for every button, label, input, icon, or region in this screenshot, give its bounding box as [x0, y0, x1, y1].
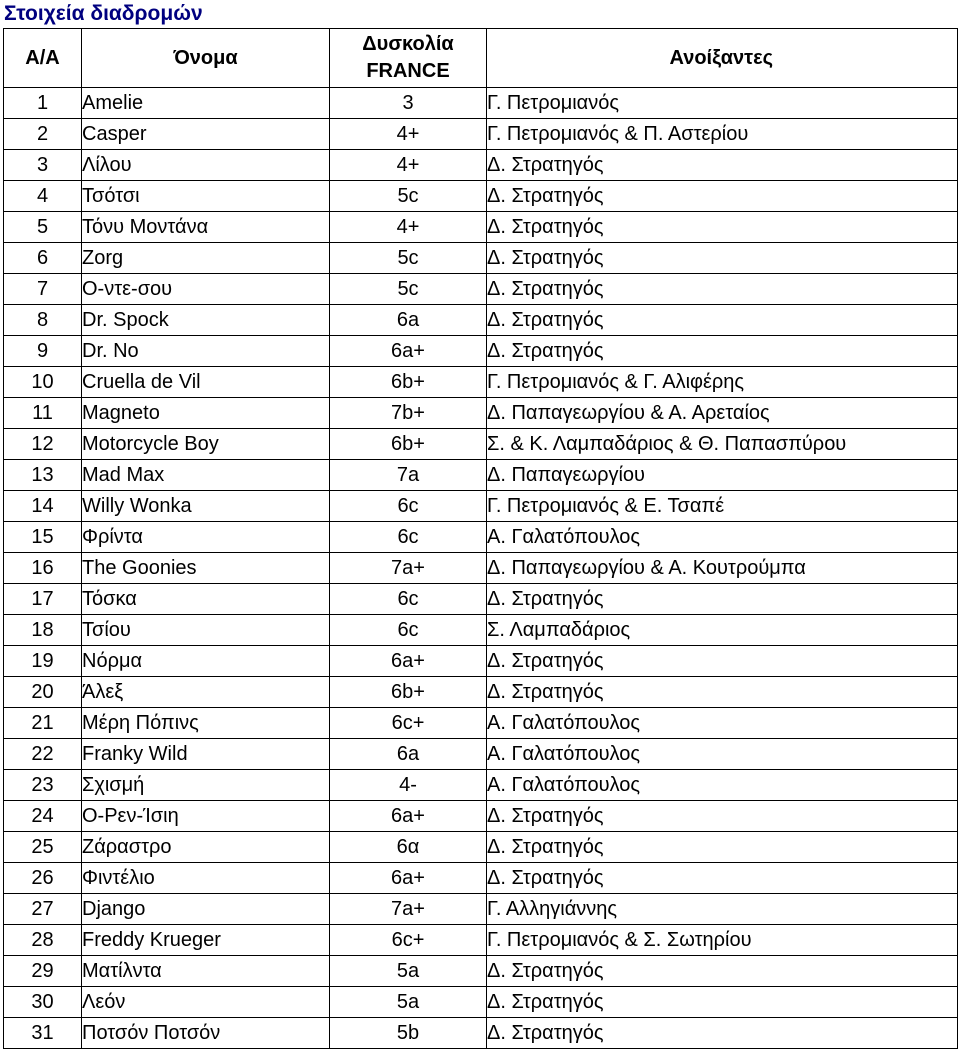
route-opener: Γ. Πετρομιανός — [487, 88, 958, 119]
route-grade: 5a — [330, 956, 487, 987]
header-grade-line2: FRANCE — [366, 60, 450, 82]
route-name: Μέρη Πόπινς — [82, 708, 330, 739]
table-row — [4, 336, 958, 367]
route-grade: 6a — [330, 739, 487, 770]
route-number: 2 — [4, 119, 82, 150]
route-opener: Δ. Στρατηγός — [487, 212, 958, 243]
route-name: Φρίντα — [82, 522, 330, 553]
route-opener: Γ. Πετρομιανός & Σ. Σωτηρίου — [487, 925, 958, 956]
table-row — [4, 646, 958, 677]
route-number: 26 — [4, 863, 82, 894]
table-row — [4, 243, 958, 274]
route-opener: Δ. Στρατηγός — [487, 274, 958, 305]
route-grade: 7b+ — [330, 398, 487, 429]
table-row — [4, 584, 958, 615]
route-number: 14 — [4, 491, 82, 522]
table-row — [4, 708, 958, 739]
route-grade: 6a+ — [330, 863, 487, 894]
route-name: Mad Max — [82, 460, 330, 491]
header-number: Α/Α — [4, 29, 82, 88]
route-grade: 6a+ — [330, 801, 487, 832]
route-opener: Σ. Λαμπαδάριος — [487, 615, 958, 646]
route-grade: 6c — [330, 491, 487, 522]
route-grade: 6c — [330, 522, 487, 553]
route-opener: Δ. Παπαγεωργίου — [487, 460, 958, 491]
table-row — [4, 212, 958, 243]
route-name: Ο-ντε-σου — [82, 274, 330, 305]
table-row — [4, 925, 958, 956]
route-opener: Γ. Πετρομιανός & Ε. Τσαπέ — [487, 491, 958, 522]
route-name: Φιντέλιο — [82, 863, 330, 894]
route-name: Amelie — [82, 88, 330, 119]
route-number: 16 — [4, 553, 82, 584]
route-opener: Δ. Στρατηγός — [487, 181, 958, 212]
table-row — [4, 956, 958, 987]
table-row — [4, 863, 958, 894]
route-grade: 6a+ — [330, 646, 487, 677]
route-number: 19 — [4, 646, 82, 677]
route-name: Willy Wonka — [82, 491, 330, 522]
table-row — [4, 522, 958, 553]
route-grade: 5c — [330, 243, 487, 274]
route-number: 3 — [4, 150, 82, 181]
route-name: Νόρμα — [82, 646, 330, 677]
route-opener: Δ. Στρατηγός — [487, 1018, 958, 1049]
table-row — [4, 88, 958, 119]
route-name: Motorcycle Boy — [82, 429, 330, 460]
route-grade: 7a+ — [330, 553, 487, 584]
table-row — [4, 832, 958, 863]
route-name: Casper — [82, 119, 330, 150]
route-opener: Α. Γαλατόπουλος — [487, 708, 958, 739]
routes-table — [3, 28, 958, 1049]
route-opener: Δ. Παπαγεωργίου & Α. Αρεταίος — [487, 398, 958, 429]
route-number: 11 — [4, 398, 82, 429]
route-name: Τσίου — [82, 615, 330, 646]
route-name: Freddy Krueger — [82, 925, 330, 956]
route-name: Magneto — [82, 398, 330, 429]
table-row — [4, 801, 958, 832]
route-opener: Σ. & Κ. Λαμπαδάριος & Θ. Παπασπύρου — [487, 429, 958, 460]
route-number: 20 — [4, 677, 82, 708]
table-row — [4, 398, 958, 429]
route-opener: Δ. Στρατηγός — [487, 243, 958, 274]
route-opener: Δ. Στρατηγός — [487, 801, 958, 832]
route-opener: Δ. Στρατηγός — [487, 305, 958, 336]
route-number: 17 — [4, 584, 82, 615]
route-number: 7 — [4, 274, 82, 305]
route-name: Zorg — [82, 243, 330, 274]
route-number: 31 — [4, 1018, 82, 1049]
table-row — [4, 150, 958, 181]
route-opener: Δ. Στρατηγός — [487, 832, 958, 863]
table-row — [4, 553, 958, 584]
route-grade: 6c+ — [330, 708, 487, 739]
route-name: Άλεξ — [82, 677, 330, 708]
route-number: 4 — [4, 181, 82, 212]
table-row — [4, 119, 958, 150]
route-opener: Δ. Στρατηγός — [487, 150, 958, 181]
header-opener: Ανοίξαντες — [487, 29, 958, 88]
route-opener: Δ. Στρατηγός — [487, 863, 958, 894]
route-name: The Goonies — [82, 553, 330, 584]
table-row — [4, 491, 958, 522]
route-grade: 5c — [330, 274, 487, 305]
route-number: 6 — [4, 243, 82, 274]
route-grade: 5b — [330, 1018, 487, 1049]
table-row — [4, 739, 958, 770]
route-name: Τόσκα — [82, 584, 330, 615]
table-row — [4, 987, 958, 1018]
route-number: 13 — [4, 460, 82, 491]
route-opener: Γ. Αλληγιάννης — [487, 894, 958, 925]
route-number: 8 — [4, 305, 82, 336]
route-number: 25 — [4, 832, 82, 863]
route-grade: 6c — [330, 584, 487, 615]
route-number: 9 — [4, 336, 82, 367]
route-name: Λίλου — [82, 150, 330, 181]
route-grade: 7a — [330, 460, 487, 491]
table-row — [4, 429, 958, 460]
route-number: 29 — [4, 956, 82, 987]
header-grade — [330, 29, 487, 88]
route-name: Ο-Ρεν-Ίσιη — [82, 801, 330, 832]
route-grade: 6α — [330, 832, 487, 863]
table-row — [4, 367, 958, 398]
route-grade: 6b+ — [330, 367, 487, 398]
route-grade: 6b+ — [330, 429, 487, 460]
header-grade-line1: Δυσκολία — [362, 33, 454, 55]
route-name: Ποτσόν Ποτσόν — [82, 1018, 330, 1049]
table-row — [4, 181, 958, 212]
route-opener: Δ. Στρατηγός — [487, 987, 958, 1018]
table-row — [4, 894, 958, 925]
route-grade: 5a — [330, 987, 487, 1018]
route-number: 12 — [4, 429, 82, 460]
route-grade: 4+ — [330, 119, 487, 150]
route-grade: 4- — [330, 770, 487, 801]
route-number: 28 — [4, 925, 82, 956]
route-number: 15 — [4, 522, 82, 553]
route-name: Dr. Spock — [82, 305, 330, 336]
route-opener: Α. Γαλατόπουλος — [487, 739, 958, 770]
route-name: Ματίλντα — [82, 956, 330, 987]
table-row — [4, 305, 958, 336]
table-row — [4, 460, 958, 491]
table-row — [4, 770, 958, 801]
route-opener: Δ. Στρατηγός — [487, 584, 958, 615]
table-row — [4, 274, 958, 305]
route-grade: 7a+ — [330, 894, 487, 925]
route-opener: Δ. Παπαγεωργίου & Α. Κουτρούμπα — [487, 553, 958, 584]
route-number: 10 — [4, 367, 82, 398]
route-name: Django — [82, 894, 330, 925]
table-row — [4, 1018, 958, 1049]
route-name: Dr. No — [82, 336, 330, 367]
route-opener: Γ. Πετρομιανός & Π. Αστερίου — [487, 119, 958, 150]
route-number: 27 — [4, 894, 82, 925]
route-grade: 4+ — [330, 212, 487, 243]
route-opener: Γ. Πετρομιανός & Γ. Αλιφέρης — [487, 367, 958, 398]
route-opener: Δ. Στρατηγός — [487, 956, 958, 987]
route-grade: 4+ — [330, 150, 487, 181]
header-name: Όνομα — [82, 29, 330, 88]
route-grade: 6c+ — [330, 925, 487, 956]
route-grade: 3 — [330, 88, 487, 119]
route-name: Franky Wild — [82, 739, 330, 770]
table-header-row — [4, 29, 958, 88]
route-name: Σχισμή — [82, 770, 330, 801]
route-number: 30 — [4, 987, 82, 1018]
route-number: 5 — [4, 212, 82, 243]
route-grade: 6a+ — [330, 336, 487, 367]
route-opener: Δ. Στρατηγός — [487, 336, 958, 367]
route-grade: 6a — [330, 305, 487, 336]
route-name: Λεόν — [82, 987, 330, 1018]
route-opener: Α. Γαλατόπουλος — [487, 522, 958, 553]
route-number: 22 — [4, 739, 82, 770]
table-row — [4, 615, 958, 646]
route-number: 23 — [4, 770, 82, 801]
route-number: 18 — [4, 615, 82, 646]
route-name: Τσότσι — [82, 181, 330, 212]
route-number: 21 — [4, 708, 82, 739]
table-row — [4, 677, 958, 708]
route-grade: 6c — [330, 615, 487, 646]
route-name: Cruella de Vil — [82, 367, 330, 398]
route-number: 24 — [4, 801, 82, 832]
route-name: Ζάραστρο — [82, 832, 330, 863]
route-grade: 6b+ — [330, 677, 487, 708]
route-opener: Α. Γαλατόπουλος — [487, 770, 958, 801]
table-body — [4, 88, 958, 1049]
route-opener: Δ. Στρατηγός — [487, 677, 958, 708]
route-name: Τόνυ Μοντάνα — [82, 212, 330, 243]
route-number: 1 — [4, 88, 82, 119]
route-opener: Δ. Στρατηγός — [487, 646, 958, 677]
route-grade: 5c — [330, 181, 487, 212]
page-title: Στοιχεία διαδρομών — [4, 2, 203, 25]
